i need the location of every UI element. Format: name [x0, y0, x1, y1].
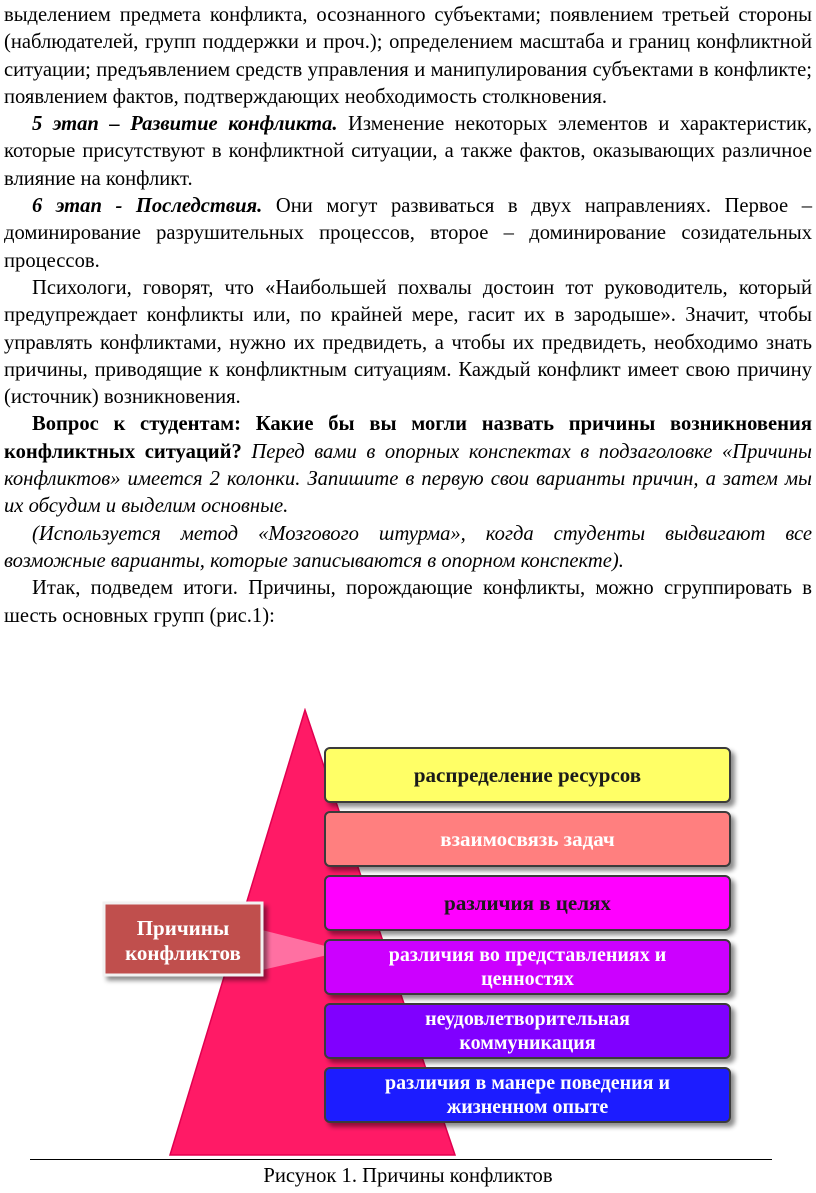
cause-label-5 [325, 1007, 730, 1055]
causes-label-line2: конфликтов [125, 941, 241, 965]
cause-label-4-line2: ценностях [481, 968, 574, 990]
stage6-text: Они могут развиваться в двух направлениях. Первое – доминирование разрушительных процессов, второе – доминирование созидательных процессов. [4, 195, 812, 272]
paragraph-psychologists: Психологи, говорят, что «Наибольшей похвалы достоин тот руководитель, который предупреждает конфликты или, по крайней мере, гасит их в зародыше». Значит, чтобы управлять конфликтами, нужно их предвидеть, а чтобы их предвидеть, необходимо знать причины, приводящие к конфликтным ситуациям. Каждый конфликт имеет свою причину (источник) возникновения. [4, 276, 812, 409]
cause-label-2 [325, 827, 730, 851]
causes-label [104, 908, 262, 978]
cause-label-3-line1: различия в целях [444, 891, 611, 915]
stage6-heading: 6 этап - Последствия. [32, 195, 263, 218]
cause-label-2-line1: взаимосвязь задач [440, 827, 615, 851]
paragraph-stage4-continued: выделением предмета конфликта, осознанного субъектами; появлением третьей стороны (наблюдателей, групп поддержки и проч.); определением масштаба и границ конфликтной ситуации; предъявлением средств управления и манипулирования субъектами в конфликте; появлением фактов, подтверждающих необходимость столкновения. [4, 4, 812, 108]
article-text [4, 2, 812, 630]
cause-label-1 [325, 763, 730, 787]
figure-divider [30, 1159, 772, 1160]
cause-label-5-line1: неудовлетворительная [425, 1008, 630, 1030]
conflict-causes-figure [0, 708, 816, 1158]
cause-label-6-line1: различия в манере поведения и [384, 1072, 671, 1094]
cause-label-4-line1: различия во представлениях и [388, 944, 667, 966]
question-italic: Перед вами в опорных конспектах в подзаголовке «Причины конфликтов» имеется 2 колонки. Запишите в первую свои варианты причин, а затем мы их обсудим и выделим основные. [4, 440, 812, 518]
paragraph-brainstorm: (Используется метод «Мозгового штурма», когда студенты выдвигают все возможные варианты, которые записываются в опорном конспекте). [4, 522, 812, 572]
cause-label-1-line1: распределение ресурсов [413, 763, 642, 787]
stage5-heading: 5 этап – Развитие конфликта. [32, 113, 338, 136]
paragraph-stage6 [4, 193, 812, 275]
paragraph-stage5 [4, 111, 812, 193]
cause-label-4 [325, 943, 730, 991]
paragraph-question [4, 411, 812, 520]
question-bold: Вопрос к студентам: Какие бы вы могли назвать причины возникновения конфликтных ситуаций? [4, 413, 812, 463]
cause-label-6-line2: жизненном опыте [446, 1096, 609, 1118]
figure-caption: Рисунок 1. Причины конфликтов [263, 1165, 553, 1187]
stage5-text: Изменение некоторых элементов и характеристик, которые присутствуют в конфликтной ситуации, а также фактов, оказывающих различное влияние на конфликт. [4, 113, 813, 190]
cause-label-6 [325, 1071, 730, 1119]
cause-label-3 [325, 891, 730, 915]
cause-label-5-line2: коммуникация [459, 1032, 596, 1054]
causes-label-line1: Причины [136, 916, 230, 940]
paragraph-summary: Итак, подведем итоги. Причины, порождающие конфликты, можно сгруппировать в шесть основных групп (рис.1): [4, 577, 812, 627]
